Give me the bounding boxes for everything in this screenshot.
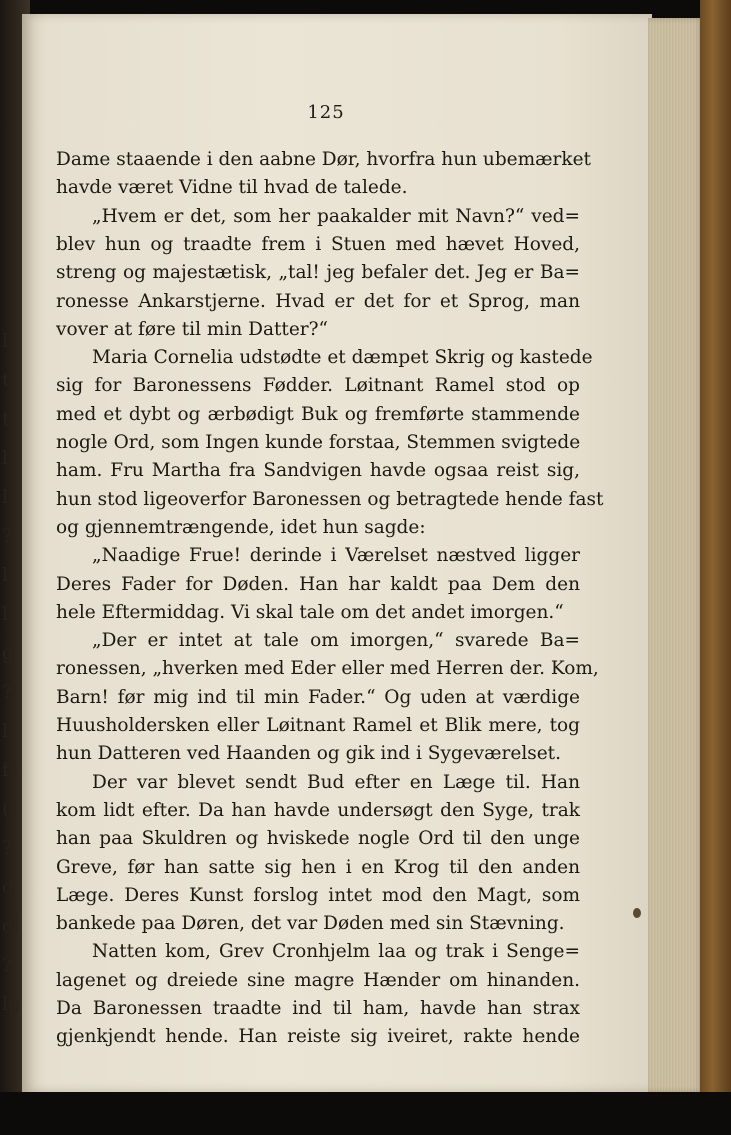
text-line: lagenet og dreiede sine magre Hænder om hinanden. — [56, 969, 580, 991]
edge-fragment: (l — [2, 798, 16, 820]
book-page — [22, 14, 652, 1092]
book-cover — [700, 0, 731, 1135]
text-line: Greve, før han satte sig hen i en Krog til den anden — [56, 856, 580, 878]
background-bottom — [0, 1092, 731, 1135]
edge-fragment: lg — [2, 993, 21, 1015]
text-line: streng og majestætisk, „tal! jeg befaler det. Jeg er Ba= — [56, 262, 580, 284]
edge-fragment: d — [2, 876, 15, 898]
edge-fragment: l — [2, 330, 9, 352]
edge-fragment: ? — [2, 681, 13, 703]
edge-fragment: ? — [2, 525, 13, 547]
edge-fragment: l — [2, 720, 9, 742]
edge-fragment: ol — [2, 915, 20, 937]
text-line: nogle Ord, som Ingen kunde forstaa, Stemmen svigtede — [56, 432, 581, 453]
text-line: „Hvem er det, som her paakalder mit Navn?“ ved= — [92, 205, 580, 227]
page-stain — [633, 908, 641, 918]
text-line: han paa Skuldren og hviskede nogle Ord til den unge — [56, 828, 580, 850]
text-line: blev hun og traadte frem i Stuen med hævet Hoved, — [56, 233, 580, 255]
text-line: Maria Cornelia udstødte et dæmpet Skrig og kastede — [92, 347, 593, 369]
text-line: hun stod ligeoverfor Baronessen og betragtede hende fast — [56, 488, 604, 510]
edge-fragment: ? — [2, 837, 13, 859]
text-line: vover at føre til min Datter?“ — [56, 318, 329, 340]
text-line: Huusholdersken eller Løitnant Ramel et Blik mere, tog — [56, 715, 580, 736]
text-line: „Naadige Frue! derinde i Værelset næstved ligger — [92, 545, 580, 567]
text-line: gjenkjendt hende. Han reiste sig iveiret, rakte hende — [56, 1026, 580, 1048]
text-line: Natten kom, Grev Cronhjelm laa og trak i Senge= — [92, 941, 580, 963]
edge-fragment: t — [2, 369, 10, 391]
text-line: Læge. Deres Kunst forslog intet mod den Magt, som — [56, 884, 580, 906]
left-page-edge — [0, 330, 22, 1050]
text-line: og gjennemtrængende, idet hun sagde: — [56, 516, 426, 538]
text-line: Deres Fader for Døden. Han har kaldt paa Dem den — [56, 573, 580, 595]
text-line: hele Eftermiddag. Vi skal tale om det andet imorgen.“ — [56, 601, 564, 623]
edge-fragment: ? — [2, 954, 13, 976]
edge-fragment: g — [2, 642, 15, 664]
text-line: sig for Baronessens Fødder. Løitnant Ramel stod op — [56, 375, 580, 397]
text-line: havde været Vidne til hvad de talede. — [56, 177, 408, 199]
edge-fragment: l — [2, 603, 9, 625]
text-line: Dame staaende i den aabne Dør, hvorfra hun ubemærket — [56, 149, 591, 170]
edge-fragment: l — [2, 486, 9, 508]
text-line: med et dybt og ærbødigt Buk og fremførte stammende — [56, 403, 580, 425]
text-line: hun Datteren ved Haanden og gik ind i Sygeværelset. — [56, 743, 561, 765]
text-line: Barn! før mig ind til min Fader.“ Og uden at værdige — [56, 686, 580, 708]
text-line: ronesse Ankarstjerne. Hvad er det for et Sprog, man — [56, 290, 580, 312]
edge-fragment: t — [2, 408, 10, 430]
text-line: ham. Fru Martha fra Sandvigen havde ogsaa reist sig, — [56, 460, 580, 482]
text-line: kom lidt efter. Da han havde undersøgt den Syge, trak — [56, 799, 580, 821]
text-line: Der var blevet sendt Bud efter en Læge til. Han — [92, 771, 580, 793]
text-line: bankede paa Døren, det var Døden med sin Stævning. — [56, 913, 565, 935]
edge-fragment: ft — [2, 759, 17, 781]
text-line: Da Baronessen traadte ind til ham, havde han strax — [56, 998, 580, 1019]
page-number: 125 — [307, 102, 345, 123]
edge-fragment: l — [2, 564, 9, 586]
page-edges — [648, 18, 704, 1092]
text-line: „Der er intet at tale om imorgen,“ svarede Ba= — [92, 630, 580, 652]
text-line: ronessen, „hverken med Eder eller med Herren der. Kom, — [56, 658, 599, 680]
edge-fragment: l — [2, 447, 9, 469]
